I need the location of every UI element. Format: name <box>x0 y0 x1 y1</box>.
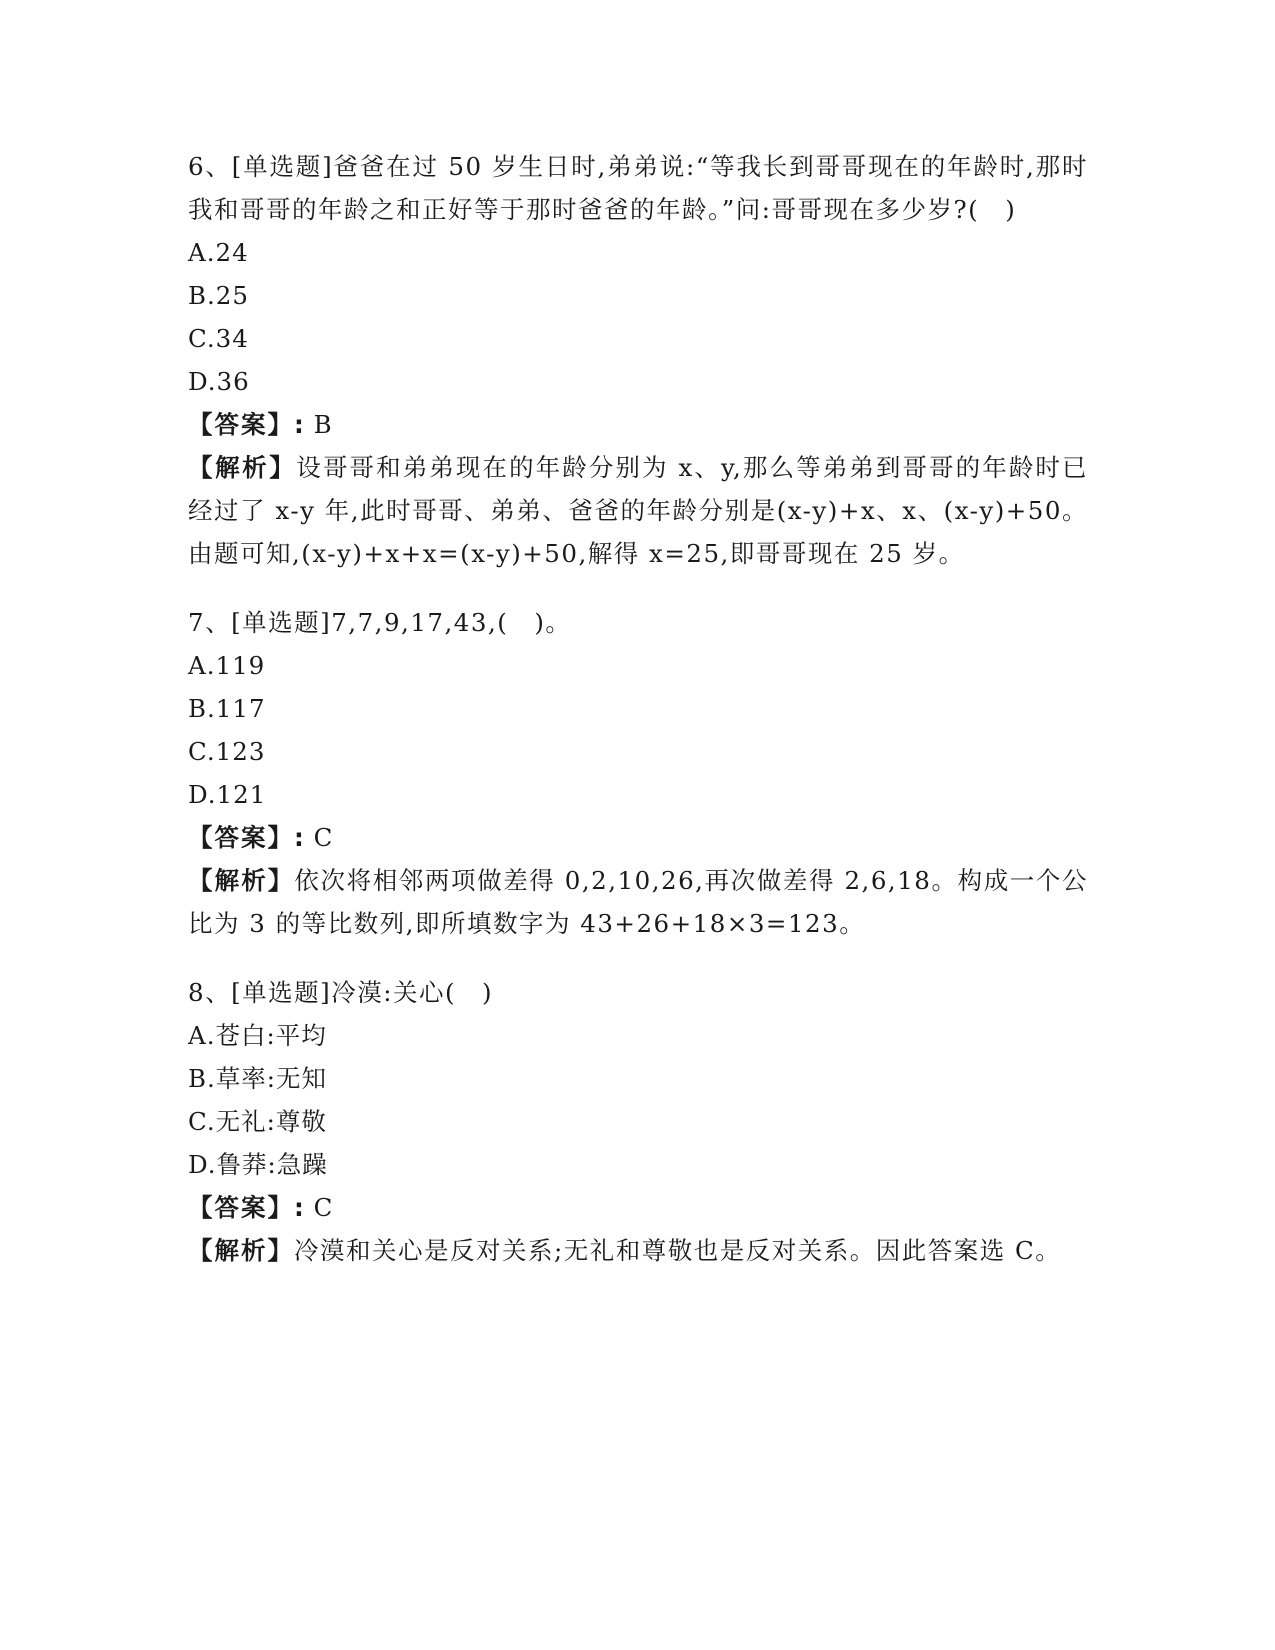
answer-tag: 【答案】: <box>188 823 306 852</box>
question-stem: 8、[单选题]冷漠:关心( ) <box>188 978 494 1007</box>
analysis-line <box>188 1229 1088 1272</box>
option-b: B.25 <box>188 281 249 310</box>
analysis-text: 设哥哥和弟弟现在的年龄分别为 x、y,那么等弟弟到哥哥的年龄时已经过了 x-y 年,此时哥哥、弟弟、爸爸的年龄分别是(x-y)+x、x、(x-y)+50。由题可知,(x-y)+x+x=(x-y)+50,解得 x=25,即哥哥现在 25 岁。 <box>188 453 1088 568</box>
analysis-tag: 【解析】 <box>188 866 295 895</box>
option-c: C.123 <box>188 737 266 766</box>
analysis-text: 依次将相邻两项做差得 0,2,10,26,再次做差得 2,6,18。构成一个公比为 3 的等比数列,即所填数字为 43+26+18×3=123。 <box>188 866 1088 938</box>
option-d: D.121 <box>188 780 267 809</box>
analysis-line <box>188 446 1088 575</box>
answer-line <box>188 403 1088 446</box>
answer-line <box>188 816 1088 859</box>
option-c: C.34 <box>188 324 249 353</box>
answer-value: C <box>305 823 333 852</box>
answer-tag: 【答案】: <box>188 410 306 439</box>
option-c: C.无礼:尊敬 <box>188 1107 327 1136</box>
option-a: A.苍白:平均 <box>188 1021 327 1050</box>
answer-value: B <box>305 410 332 439</box>
question-stem: 6、[单选题]爸爸在过 50 岁生日时,弟弟说:“等我长到哥哥现在的年龄时,那时我和哥哥的年龄之和正好等于那时爸爸的年龄。”问:哥哥现在多少岁?( ) <box>188 152 1088 224</box>
answer-value: C <box>305 1193 333 1222</box>
question-8 <box>188 971 1088 1272</box>
option-a: A.119 <box>188 651 266 680</box>
question-stem: 7、[单选题]7,7,9,17,43,( )。 <box>188 608 572 637</box>
analysis-text: 冷漠和关心是反对关系;无礼和尊敬也是反对关系。因此答案选 C。 <box>294 1236 1062 1265</box>
analysis-tag: 【解析】 <box>188 1236 294 1265</box>
analysis-tag: 【解析】 <box>188 453 297 482</box>
option-d: D.鲁莽:急躁 <box>188 1150 328 1179</box>
answer-tag: 【答案】: <box>188 1193 306 1222</box>
option-a: A.24 <box>188 238 249 267</box>
question-6 <box>188 145 1088 575</box>
analysis-line <box>188 859 1088 945</box>
option-b: B.草率:无知 <box>188 1064 328 1093</box>
option-b: B.117 <box>188 694 266 723</box>
question-7 <box>188 601 1088 945</box>
document-page <box>188 145 1088 1272</box>
answer-line <box>188 1186 1088 1229</box>
option-d: D.36 <box>188 367 250 396</box>
